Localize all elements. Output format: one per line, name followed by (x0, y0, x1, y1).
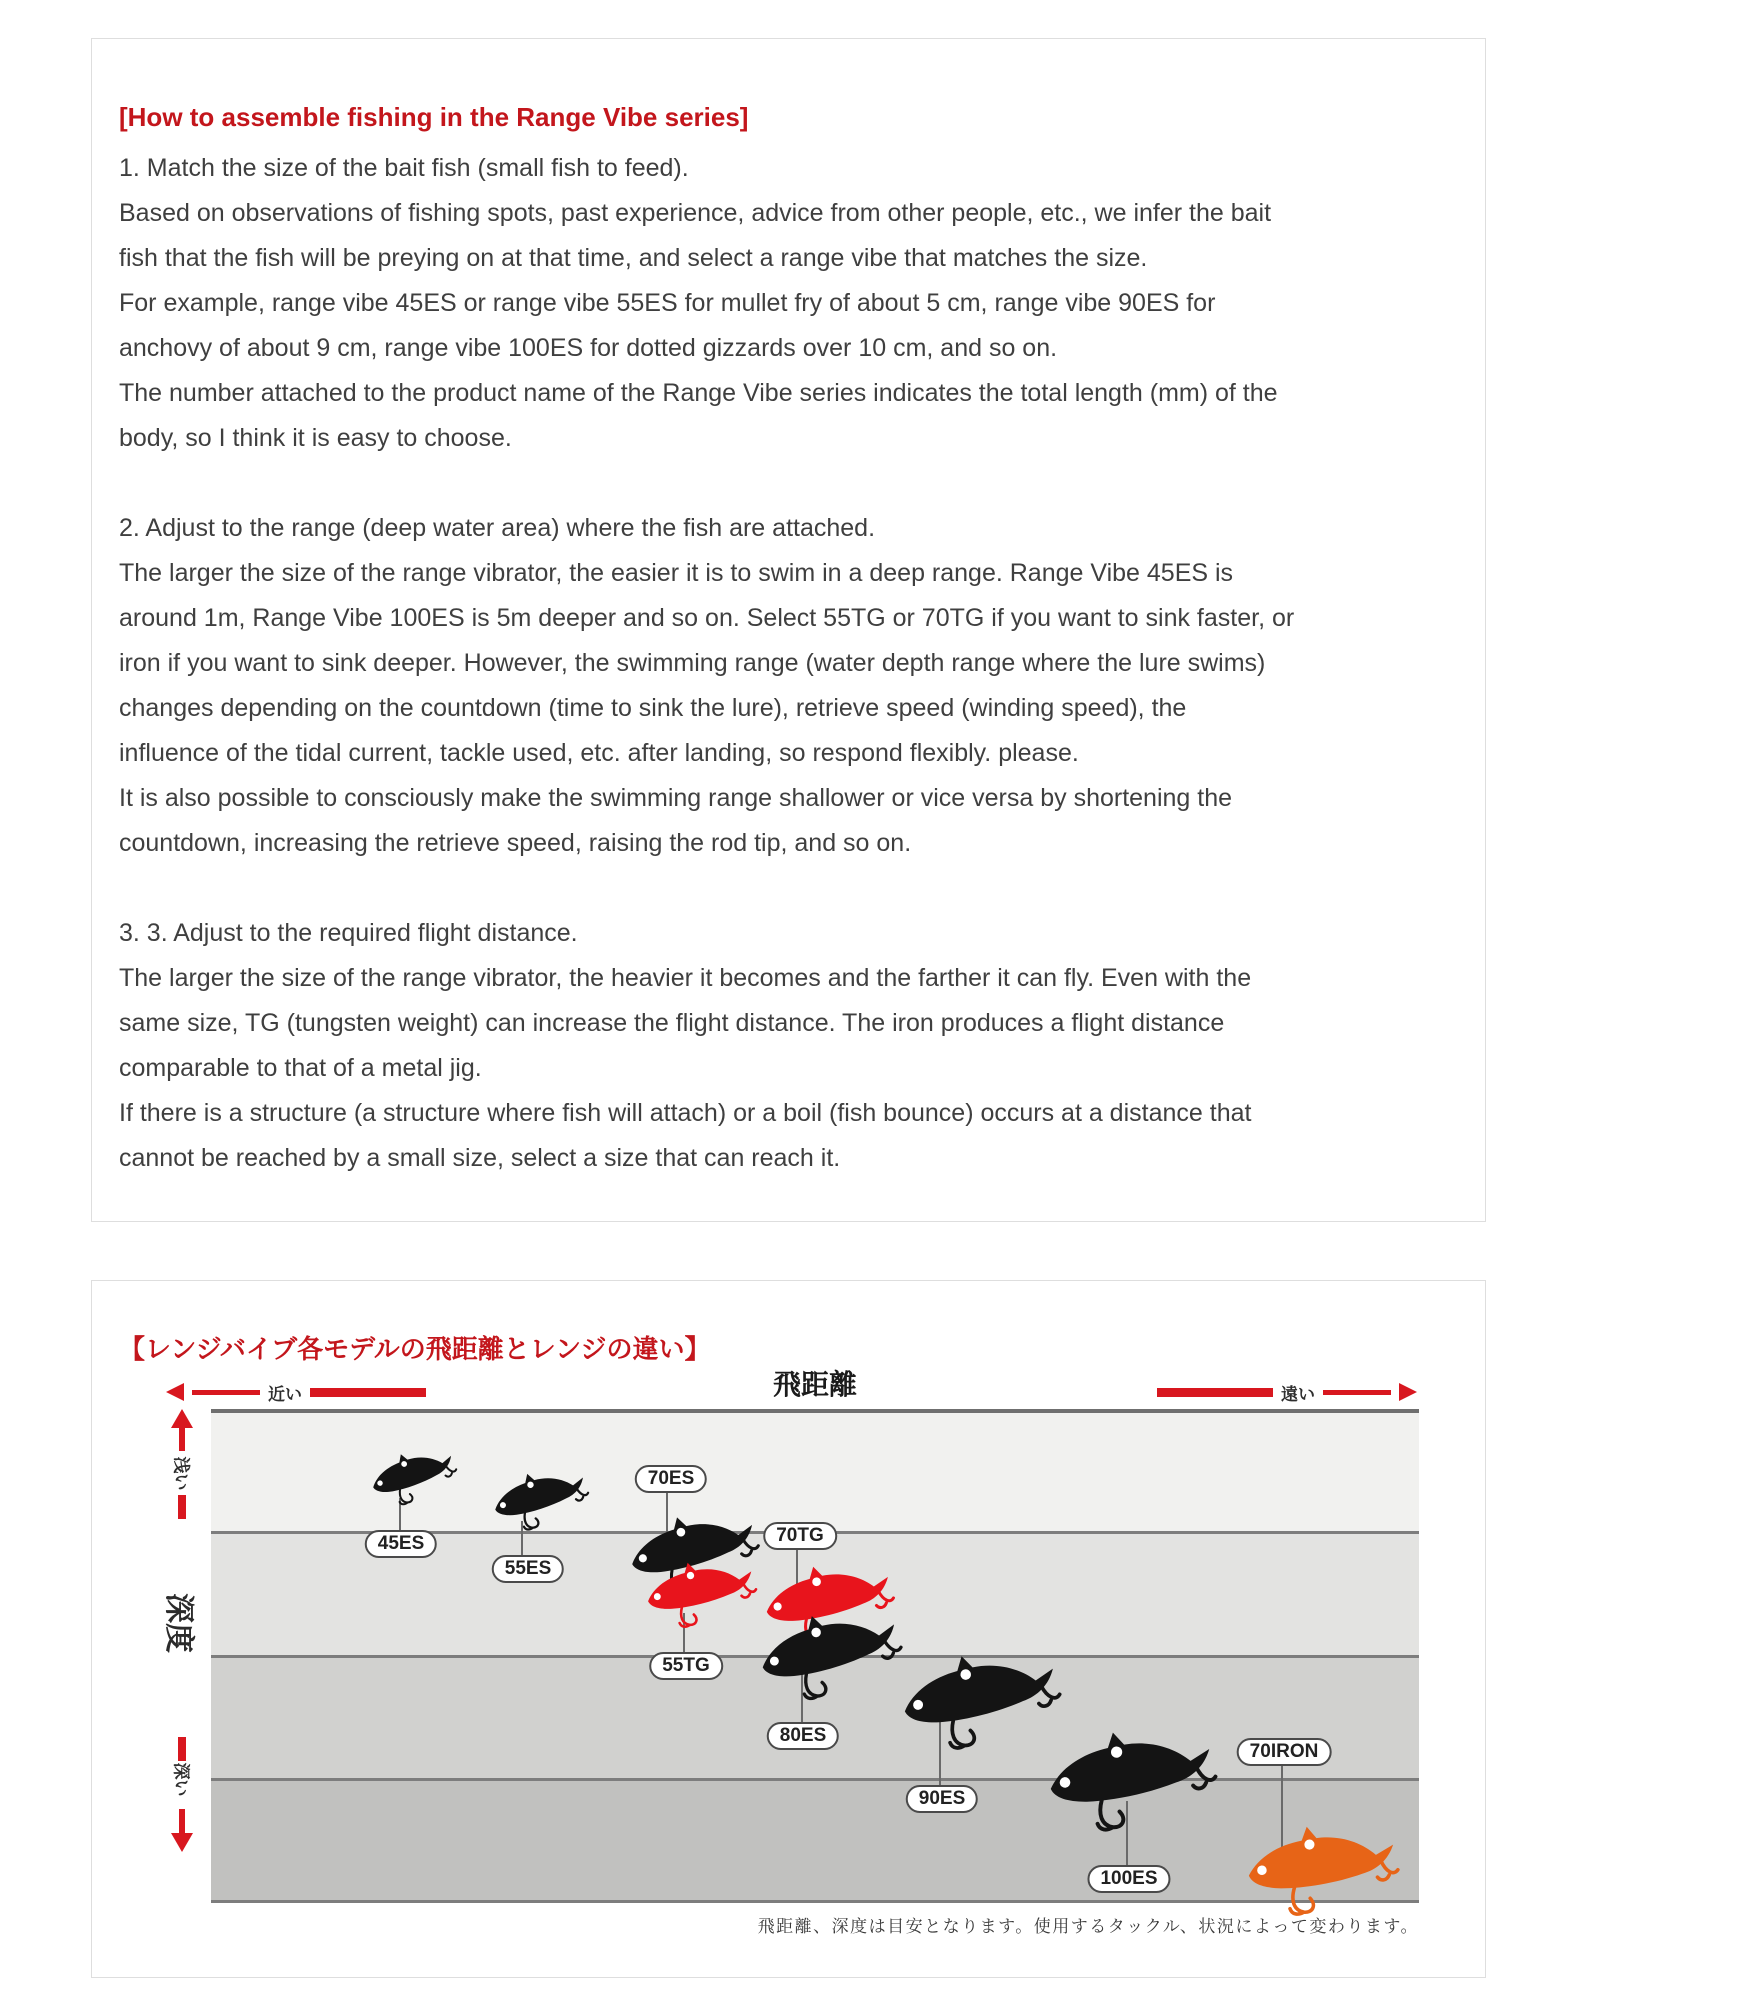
lure-label-70tg: 70TG (763, 1522, 837, 1550)
arrow-shaft (192, 1390, 260, 1395)
diagram-caption: 飛距離、深度は目安となります。使用するタックル、状況によって変わります。 (757, 1917, 1419, 1936)
paragraph-line: The larger the size of the range vibrator, the heavier it becomes and the farther it can fly. Even with the (119, 964, 1252, 992)
lure-55tg-icon (639, 1548, 763, 1634)
paragraph-line: The number attached to the product name of the Range Vibe series indicates the total length (mm) of the (119, 379, 1278, 407)
paragraph-line: 1. Match the size of the bait fish (small fish to feed). (119, 154, 689, 182)
arrow-shaft (1323, 1390, 1391, 1395)
paragraph (119, 911, 1455, 1181)
near-arrow-group (166, 1381, 426, 1403)
paragraph (119, 146, 1455, 461)
lure-label-70es: 70ES (635, 1465, 707, 1493)
lure-label-90es: 90ES (906, 1785, 978, 1813)
paragraph-line: If there is a structure (a structure where fish will attach) or a boil (fish bounce) occurs at a distance that (119, 1099, 1252, 1127)
article-heading: [How to assemble fishing in the Range Vibe series] (119, 102, 749, 132)
paragraph-line: body, so I think it is easy to choose. (119, 424, 512, 452)
paragraph-line: 2. Adjust to the range (deep water area) where the fish are attached. (119, 514, 876, 542)
near-label: 近い (268, 1384, 302, 1404)
arrow-bar (1157, 1388, 1273, 1397)
axis-dash (178, 1737, 186, 1761)
flight-distance-axis-label: 飛距離 (772, 1369, 857, 1400)
arrow-shaft (179, 1427, 185, 1451)
lure-label-55es: 55ES (492, 1555, 564, 1583)
axis-dash (178, 1495, 186, 1519)
far-arrow-group (1157, 1381, 1417, 1403)
paragraph-line: anchovy of about 9 cm, range vibe 100ES for dotted gizzards over 10 cm, and so on. (119, 334, 1058, 362)
diagram-title: 【レンジバイブ各モデルの飛距離とレンジの違い】 (119, 1334, 711, 1364)
depth-plot (211, 1409, 1419, 1903)
article-card (91, 38, 1486, 1222)
paragraph-line: Based on observations of fishing spots, past experience, advice from other people, etc., we infer the bait (119, 199, 1272, 227)
paragraph-line: 3. 3. Adjust to the required flight distance. (119, 919, 578, 947)
lure-label-55tg: 55TG (649, 1652, 723, 1680)
paragraph-line: same size, TG (tungsten weight) can increase the flight distance. The iron produces a flight distance (119, 1009, 1225, 1037)
depth-axis (152, 1409, 212, 1903)
lure-label-80es: 80ES (767, 1722, 839, 1750)
lure-label-70iron: 70IRON (1237, 1738, 1332, 1766)
paragraph-line: fish that the fish will be preying on at that time, and select a range vibe that matches the size. (119, 244, 1148, 272)
paragraph-line: countdown, increasing the retrieve speed, raising the rod tip, and so on. (119, 829, 912, 857)
shallow-label: 浅い (171, 1456, 191, 1491)
lure-70iron-icon (1241, 1813, 1405, 1921)
depth-axis-label: 深度 (162, 1593, 195, 1653)
lure-label-100es: 100ES (1087, 1865, 1170, 1893)
paragraph-line: iron if you want to sink deeper. However, the swimming range (water depth range where the lure swims) (119, 649, 1266, 677)
arrow-right-icon (1399, 1383, 1417, 1401)
paragraph-line: around 1m, Range Vibe 100ES is 5m deeper and so on. Select 55TG or 70TG if you want to sink faster, or (119, 604, 1295, 632)
paragraph-line: The larger the size of the range vibrator, the easier it is to swim in a deep range. Range Vibe 45ES is (119, 559, 1234, 587)
lure-100es-icon (1039, 1714, 1224, 1840)
paragraph-line: For example, range vibe 45ES or range vibe 55ES for mullet fry of about 5 cm, range vibe 90ES for (119, 289, 1216, 317)
arrow-down-icon (171, 1833, 193, 1852)
paragraph-line: changes depending on the countdown (time to sink the lure), retrieve speed (winding speed), the (119, 694, 1187, 722)
paragraph (119, 506, 1455, 866)
deep-label: 深い (171, 1762, 191, 1797)
plot-grid-line (211, 1778, 1419, 1781)
paragraph-line: comparable to that of a metal jig. (119, 1054, 482, 1082)
far-label: 遠い (1281, 1384, 1315, 1404)
arrow-shaft (179, 1809, 185, 1835)
arrow-bar (310, 1388, 426, 1397)
diagram-card (91, 1280, 1486, 1978)
depth-band-4 (211, 1779, 1419, 1903)
paragraph-line: influence of the tidal current, tackle used, etc. after landing, so respond flexibly. please. (119, 739, 1079, 767)
paragraph-line: It is also possible to consciously make the swimming range shallower or vice versa by shortening the (119, 784, 1233, 812)
lure-label-45es: 45ES (365, 1530, 437, 1558)
arrow-up-icon (171, 1409, 193, 1428)
article-paragraphs (119, 146, 1455, 1181)
plot-grid-line (211, 1409, 1419, 1413)
arrow-left-icon (166, 1383, 184, 1401)
paragraph-line: cannot be reached by a small size, select a size that can reach it. (119, 1144, 841, 1172)
plot-grid-line (211, 1900, 1419, 1903)
